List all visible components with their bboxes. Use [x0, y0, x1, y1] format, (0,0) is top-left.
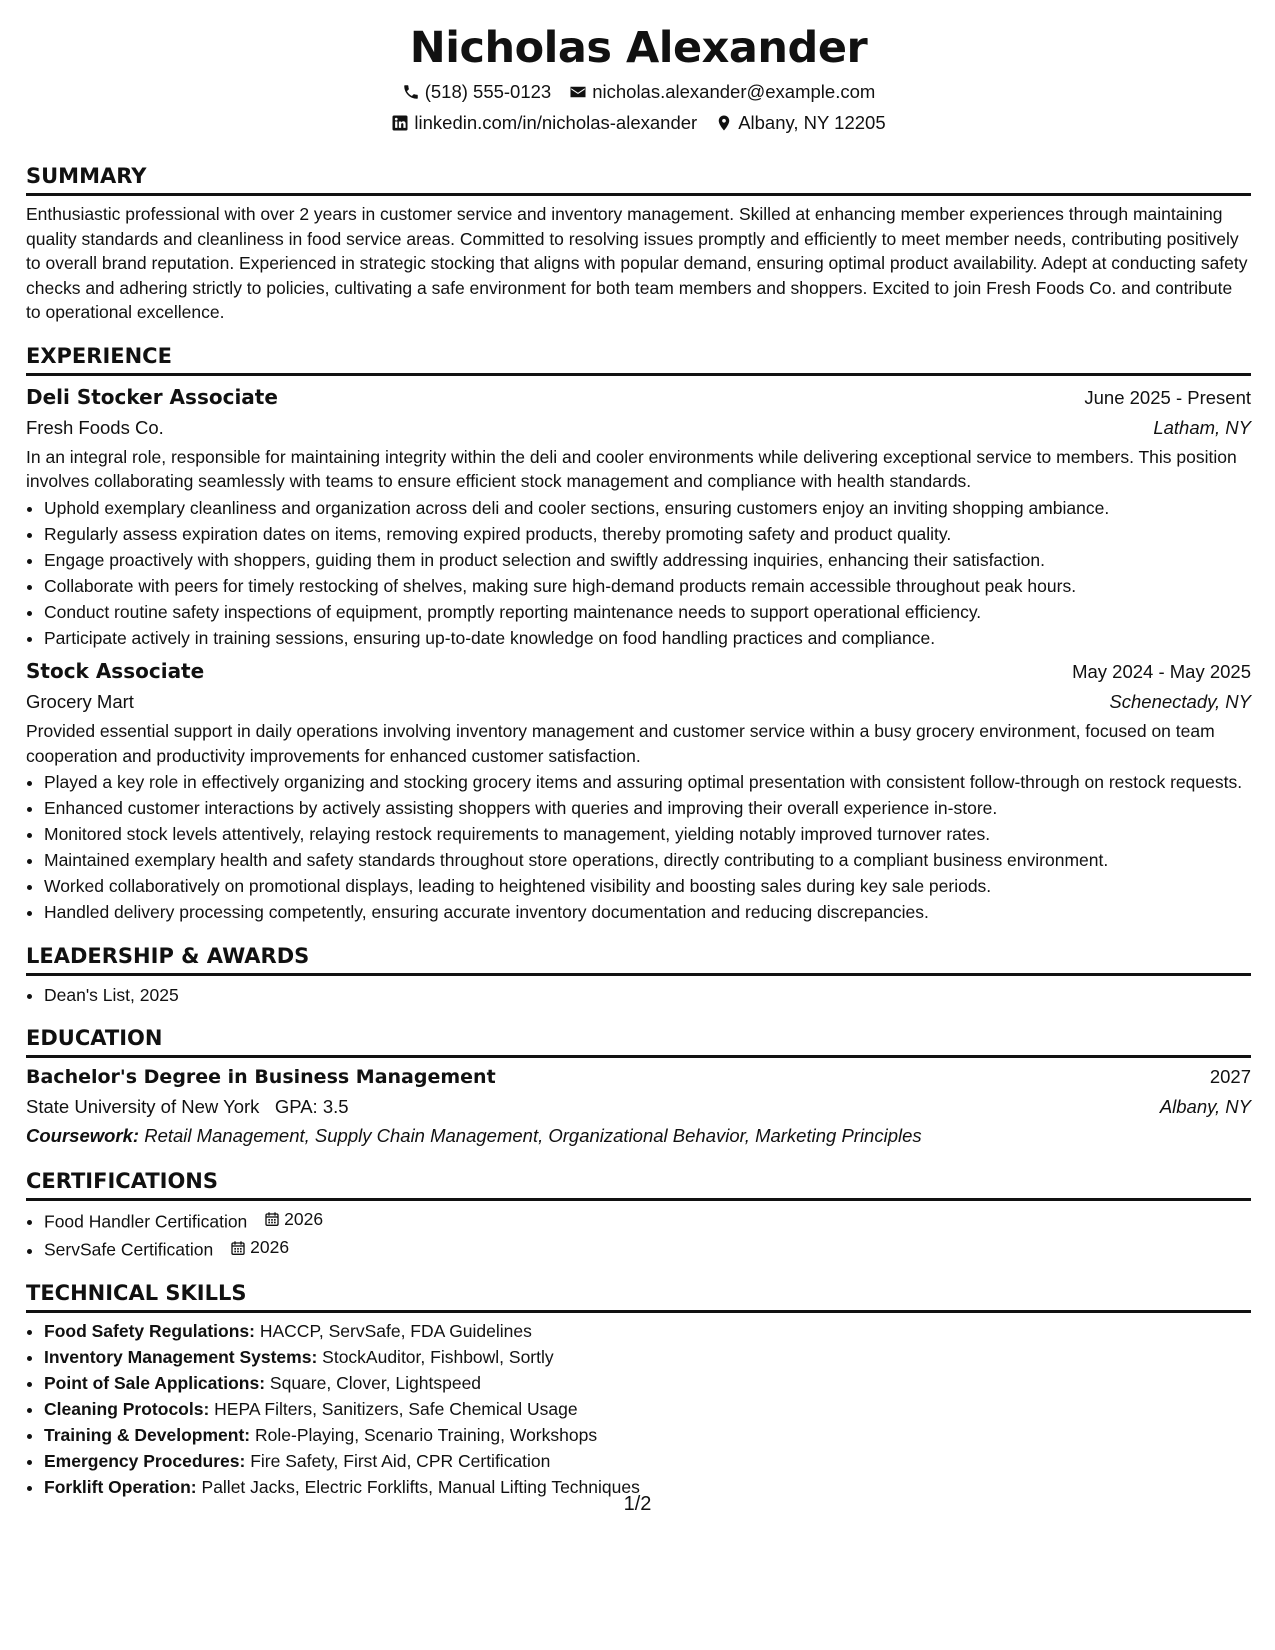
certifications-section — [26, 1168, 1251, 1262]
list-item: • Worked collaboratively on promotional displays, leading to heightened visibility and boosting sales during key sale periods. — [44, 874, 1251, 899]
list-item — [44, 1449, 1251, 1474]
cert-date — [264, 1207, 323, 1232]
envelope-icon — [569, 83, 587, 101]
resume-page — [26, 20, 1251, 1501]
skill-category: Emergency Procedures: — [44, 1451, 246, 1471]
degree-name: Bachelor's Degree in Business Management — [26, 1066, 496, 1088]
cert-name: ServSafe Certification — [44, 1239, 214, 1260]
map-pin-icon — [715, 114, 733, 132]
location-contact — [715, 107, 885, 138]
job-bullets — [26, 496, 1251, 651]
cert-year: 2026 — [284, 1209, 324, 1229]
page-number: 1/2 — [623, 1493, 652, 1515]
job-title: Deli Stocker Associate — [26, 384, 278, 409]
section-title: TECHNICAL SKILLS — [26, 1280, 1251, 1313]
skills-list — [26, 1319, 1251, 1500]
skill-category: Training & Development: — [44, 1425, 251, 1445]
list-item: • Enhanced customer interactions by actively assisting shoppers with queries and improving their overall experience in-store. — [44, 796, 1251, 821]
skill-list: HEPA Filters, Sanitizers, Safe Chemical Usage — [214, 1399, 578, 1419]
list-item — [44, 1235, 1251, 1262]
phone-contact — [402, 76, 552, 107]
education-section — [26, 1025, 1251, 1150]
list-item: • Monitored stock levels attentively, relaying restock requirements to management, yielding notably improved turnover rates. — [44, 822, 1251, 847]
company-name: Fresh Foods Co. — [26, 416, 164, 438]
job-entry — [26, 656, 1251, 925]
leadership-list — [26, 983, 1251, 1008]
list-item: • Maintained exemplary health and safety standards throughout store operations, directly contributing to a compliant business environment. — [44, 848, 1251, 873]
skill-list: Fire Safety, First Aid, CPR Certification — [250, 1451, 551, 1471]
graduation-year: 2027 — [1209, 1066, 1251, 1087]
linkedin-icon — [391, 114, 409, 132]
skill-list: Pallet Jacks, Electric Forklifts, Manual Lifting Techniques — [201, 1477, 640, 1497]
section-title: EXPERIENCE — [26, 343, 1251, 376]
list-item: • Regularly assess expiration dates on items, removing expired products, thereby promoting safety and product quality. — [44, 522, 1251, 547]
list-item — [44, 1319, 1251, 1344]
list-item: • Uphold exemplary cleanliness and organization across deli and cooler sections, ensuring customers enjoy an inviting shopping ambiance. — [44, 496, 1251, 521]
certifications-list — [26, 1207, 1251, 1262]
company-name: Grocery Mart — [26, 691, 134, 712]
leadership-section — [26, 943, 1251, 1008]
section-title: EDUCATION — [26, 1025, 1251, 1058]
email-link[interactable]: nicholas.alexander@example.com — [592, 81, 876, 102]
job-description: In an integral role, responsible for maintaining integrity within the deli and cooler environments while delivering exceptional service to members. This position involves collaborating seamlessly with teams to ensure efficient stock management and compliance with health standards. — [26, 446, 1237, 491]
job-dates: June 2025 - Present — [1084, 386, 1251, 408]
location-text: Albany, NY 12205 — [738, 112, 886, 133]
skill-category: Food Safety Regulations: — [44, 1321, 255, 1341]
contact-line-2 — [26, 107, 1251, 138]
skill-list: HACCP, ServSafe, FDA Guidelines — [259, 1321, 532, 1341]
list-item — [44, 1207, 1251, 1234]
linkedin-contact[interactable] — [391, 107, 697, 138]
section-title: LEADERSHIP & AWARDS — [26, 943, 1251, 976]
summary-text: Enthusiastic professional with over 2 years in customer service and inventory management. Skilled at enhancing member experiences through maintaining quality standards and cleanliness in food service areas. Committed to resolving issues promptly and efficiently to meet member needs, contributing positively to overall brand reputation. Experienced in strategic stocking that aligns with popular demand, ensuring optimal product availability. Adept at conducting safety checks and adhering strictly to policies, cultivating a safe environment for both team members and shoppers. Excited to join Fresh Foods Co. and contribute to operational excellence. — [26, 204, 1248, 322]
section-title: CERTIFICATIONS — [26, 1168, 1251, 1201]
skill-category: Forklift Operation: — [44, 1477, 197, 1497]
list-item — [44, 1345, 1251, 1370]
list-item: • Handled delivery processing competently, ensuring accurate inventory documentation and reducing discrepancies. — [44, 900, 1251, 925]
list-item: • Participate actively in training sessions, ensuring up-to-date knowledge on food handling practices and compliance. — [44, 626, 1251, 651]
contact-line-1 — [26, 76, 1251, 107]
job-description: Provided essential support in daily operations involving inventory management and customer service within a busy grocery environment, focused on team cooperation and productivity improvements for enhanced customer satisfaction. — [26, 721, 1215, 766]
list-item: • Conduct routine safety inspections of equipment, promptly reporting maintenance needs to support operational efficiency. — [44, 600, 1251, 625]
cert-date — [230, 1235, 289, 1260]
phone-text: (518) 555-0123 — [424, 81, 552, 102]
list-item: • Engage proactively with shoppers, guiding them in product selection and swiftly addressing inquiries, enhancing their satisfaction. — [44, 548, 1251, 573]
email-contact[interactable] — [569, 76, 875, 107]
job-location: Latham, NY — [1153, 416, 1251, 438]
list-item — [44, 1397, 1251, 1422]
experience-section — [26, 343, 1251, 925]
cert-name: Food Handler Certification — [44, 1211, 248, 1232]
school-name: State University of New York — [26, 1096, 260, 1117]
list-item — [44, 1371, 1251, 1396]
list-item: • Dean's List, 2025 — [44, 983, 1251, 1008]
summary-section — [26, 163, 1251, 325]
list-item: • Played a key role in effectively organizing and stocking grocery items and assuring optimal presentation with consistent follow-through on restock requests. — [44, 770, 1251, 795]
section-title: SUMMARY — [26, 163, 1251, 196]
calendar-icon — [230, 1240, 246, 1256]
skill-category: Inventory Management Systems: — [44, 1347, 318, 1367]
cert-year: 2026 — [250, 1237, 290, 1258]
calendar-icon — [264, 1211, 280, 1227]
candidate-name: Nicholas Alexander — [409, 23, 868, 73]
list-item: • Collaborate with peers for timely restocking of shelves, making sure high-demand products remain accessible throughout peak hours. — [44, 574, 1251, 599]
job-dates: May 2024 - May 2025 — [1072, 661, 1251, 682]
linkedin-link[interactable]: linkedin.com/in/nicholas-alexander — [414, 112, 698, 133]
skills-section — [26, 1280, 1251, 1500]
coursework-list: Retail Management, Supply Chain Management, Organizational Behavior, Marketing Principles — [144, 1125, 922, 1146]
skill-list: Role-Playing, Scenario Training, Workshops — [255, 1425, 598, 1445]
list-item — [44, 1423, 1251, 1448]
job-bullets — [26, 770, 1251, 925]
job-title: Stock Associate — [26, 659, 205, 683]
school-location: Albany, NY — [1159, 1096, 1251, 1117]
skill-list: Square, Clover, Lightspeed — [269, 1373, 482, 1393]
gpa: GPA: 3.5 — [274, 1096, 349, 1117]
coursework — [26, 1122, 1251, 1150]
job-entry — [26, 382, 1251, 651]
skill-category: Cleaning Protocols: — [44, 1399, 210, 1419]
job-location: Schenectady, NY — [1109, 691, 1251, 712]
skill-list: StockAuditor, Fishbowl, Sortly — [322, 1347, 554, 1367]
coursework-label: Coursework: — [26, 1125, 140, 1146]
phone-icon — [402, 83, 420, 101]
skill-category: Point of Sale Applications: — [44, 1373, 266, 1393]
